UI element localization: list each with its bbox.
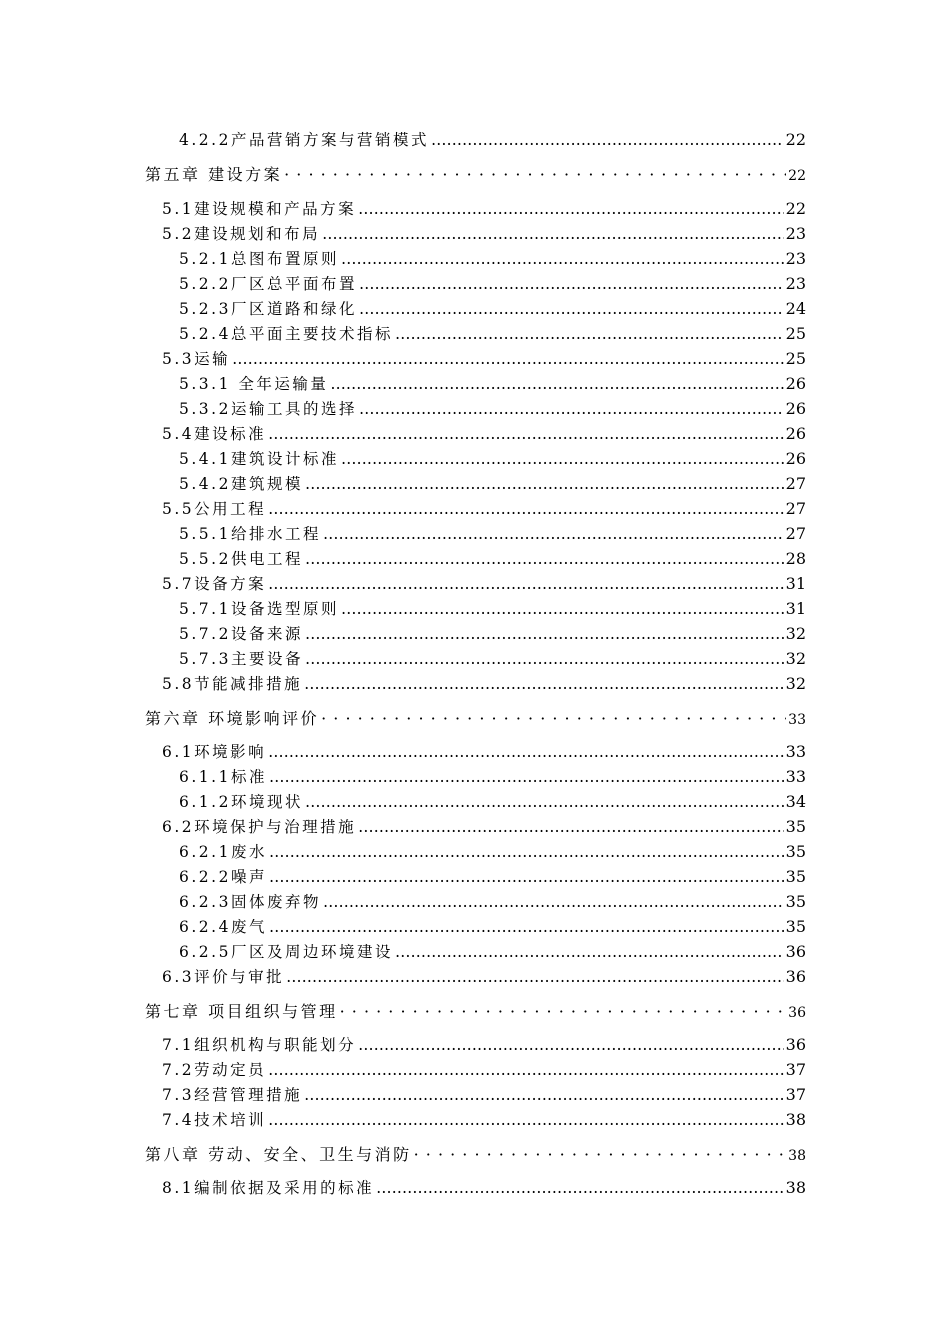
dot-leader	[269, 868, 784, 886]
toc-page-number: 37	[785, 1085, 806, 1104]
dot-leader	[323, 525, 784, 543]
toc-entry-title: 6.2.3固体废弃物	[179, 893, 321, 911]
toc-page-number: 24	[785, 299, 806, 318]
toc-entry-title: 第七章 项目组织与管理	[145, 1002, 338, 1021]
toc-entry[interactable]	[179, 547, 806, 569]
toc-entry[interactable]	[179, 622, 806, 644]
dot-leader	[359, 300, 784, 318]
toc-entry[interactable]	[179, 865, 806, 887]
toc-entry[interactable]	[162, 1083, 806, 1105]
toc-entry[interactable]	[179, 890, 806, 912]
dot-leader	[358, 200, 783, 218]
toc-entry-title: 5.2.4总平面主要技术指标	[179, 325, 393, 343]
toc-entry-title: 5.2建设规划和布局	[162, 225, 321, 243]
toc-entry-title: 7.2劳动定员	[162, 1061, 267, 1079]
dot-leader	[414, 1145, 787, 1164]
toc-entry-title: 4.2.2产品营销方案与营销模式	[179, 131, 429, 149]
toc-entry-title: 5.3.2运输工具的选择	[179, 400, 357, 418]
toc-page-number: 32	[785, 624, 806, 643]
dot-leader	[269, 768, 784, 786]
toc-entry-title: 7.3经营管理措施	[162, 1086, 303, 1104]
toc-entry-title: 5.4建设标准	[162, 425, 267, 443]
toc-page-number: 35	[785, 817, 806, 836]
toc-page-number: 32	[785, 674, 806, 693]
toc-page-number: 36	[785, 1035, 806, 1054]
toc-page-number: 38	[788, 1148, 806, 1164]
dot-leader	[341, 450, 784, 468]
toc-entry[interactable]	[179, 472, 806, 494]
toc-entry-title: 5.8节能减排措施	[162, 675, 303, 693]
toc-entry[interactable]	[162, 740, 806, 762]
dot-leader	[358, 1036, 783, 1054]
toc-entry-title: 第六章 环境影响评价	[145, 709, 320, 728]
toc-chapter-entry[interactable]	[145, 706, 806, 729]
toc-page-number: 28	[785, 549, 806, 568]
dot-leader	[269, 918, 784, 936]
toc-entry[interactable]	[162, 497, 806, 519]
dot-leader	[268, 575, 783, 593]
toc-page-number: 22	[788, 168, 806, 184]
toc-page-number: 35	[785, 892, 806, 911]
toc-entry[interactable]	[179, 297, 806, 319]
toc-entry[interactable]	[162, 1033, 806, 1055]
dot-leader	[305, 793, 784, 811]
toc-page-number: 32	[785, 649, 806, 668]
dot-leader	[304, 1086, 783, 1104]
toc-page-number: 38	[785, 1178, 806, 1197]
dot-leader	[341, 600, 784, 618]
dot-leader	[305, 650, 784, 668]
dot-leader	[395, 943, 784, 961]
toc-entry[interactable]	[162, 422, 806, 444]
toc-page-number: 35	[785, 917, 806, 936]
dot-leader	[376, 1179, 783, 1197]
toc-entry-title: 5.4.1建筑设计标准	[179, 450, 339, 468]
toc-page-number: 34	[785, 792, 806, 811]
toc-page-number: 23	[785, 249, 806, 268]
toc-entry[interactable]	[179, 322, 806, 344]
toc-entry-title: 8.1编制依据及采用的标准	[162, 1179, 375, 1197]
toc-entry-title: 5.3运输	[162, 350, 231, 368]
toc-page-number: 27	[785, 499, 806, 518]
toc-page-number: 33	[785, 742, 806, 761]
toc-page-number: 31	[785, 574, 806, 593]
toc-entry[interactable]	[179, 272, 806, 294]
toc-entry-title: 6.2.5厂区及周边环境建设	[179, 943, 393, 961]
toc-page-number: 35	[785, 867, 806, 886]
toc-entry-title: 6.2环境保护与治理措施	[162, 818, 357, 836]
toc-page-number: 26	[785, 374, 806, 393]
toc-page-number: 36	[785, 942, 806, 961]
dot-leader	[359, 400, 784, 418]
toc-page-number: 33	[785, 767, 806, 786]
toc-entry[interactable]	[162, 1108, 806, 1130]
dot-leader	[269, 843, 784, 861]
toc-entry-title: 6.3评价与审批	[162, 968, 285, 986]
dot-leader	[286, 968, 783, 986]
toc-entry[interactable]	[162, 815, 806, 837]
toc-entry[interactable]	[179, 790, 806, 812]
toc-entry[interactable]	[179, 397, 806, 419]
dot-leader	[232, 350, 783, 368]
toc-entry-title: 5.4.2建筑规模	[179, 475, 303, 493]
dot-leader	[321, 709, 786, 728]
dot-leader	[305, 625, 784, 643]
toc-entry[interactable]	[179, 915, 806, 937]
toc-page-number: 38	[785, 1110, 806, 1129]
toc-entry[interactable]	[162, 1058, 806, 1080]
dot-leader	[330, 375, 783, 393]
toc-entry[interactable]	[162, 347, 806, 369]
toc-entry[interactable]	[179, 522, 806, 544]
toc-entry[interactable]	[179, 372, 806, 394]
toc-entry-title: 5.7.2设备来源	[179, 625, 303, 643]
toc-entry-title: 6.1.1标准	[179, 768, 267, 786]
toc-entry[interactable]	[162, 1176, 806, 1198]
toc-entry[interactable]	[179, 647, 806, 669]
toc-page-number: 37	[785, 1060, 806, 1079]
toc-page-number: 36	[785, 967, 806, 986]
toc-entry[interactable]	[179, 940, 806, 962]
toc-chapter-entry[interactable]	[145, 999, 806, 1022]
toc-chapter-entry[interactable]	[145, 1142, 806, 1165]
dot-leader	[322, 225, 783, 243]
toc-page-number: 22	[785, 199, 806, 218]
toc-entry-title: 5.2.3厂区道路和绿化	[179, 300, 357, 318]
toc-entry-title: 5.7.3主要设备	[179, 650, 303, 668]
toc-entry[interactable]	[179, 765, 806, 787]
toc-page-number: 23	[785, 224, 806, 243]
toc-chapter-entry[interactable]	[145, 162, 806, 185]
toc-entry-title: 5.2.2厂区总平面布置	[179, 275, 357, 293]
toc-entry[interactable]	[162, 965, 806, 987]
toc-page-number: 26	[785, 424, 806, 443]
toc-entry-title: 5.2.1总图布置原则	[179, 250, 339, 268]
toc-page-number: 27	[785, 474, 806, 493]
toc-page-number: 36	[788, 1005, 806, 1021]
toc-entry-title: 5.5.2供电工程	[179, 550, 303, 568]
dot-leader	[340, 1002, 787, 1021]
toc-entry-title: 5.5.1给排水工程	[179, 525, 321, 543]
toc-entry-title: 7.1组织机构与职能划分	[162, 1036, 357, 1054]
toc-entry-title: 6.2.1废水	[179, 843, 267, 861]
toc-page-number: 27	[785, 524, 806, 543]
toc-page-number: 31	[785, 599, 806, 618]
dot-leader	[304, 675, 783, 693]
toc-page-number: 26	[785, 449, 806, 468]
dot-leader	[323, 893, 784, 911]
toc-page-number: 25	[785, 349, 806, 368]
dot-leader	[358, 818, 783, 836]
dot-leader	[305, 475, 784, 493]
toc-entry-title: 第八章 劳动、安全、卫生与消防	[145, 1145, 412, 1164]
toc-page-number: 35	[785, 842, 806, 861]
toc-entry[interactable]	[179, 247, 806, 269]
toc-entry[interactable]	[162, 672, 806, 694]
dot-leader	[268, 1061, 783, 1079]
toc-entry-title: 6.2.2噪声	[179, 868, 267, 886]
toc-entry-title: 7.4技术培训	[162, 1111, 267, 1129]
toc-entry-title: 6.2.4废气	[179, 918, 267, 936]
dot-leader	[395, 325, 784, 343]
dot-leader	[305, 550, 784, 568]
dot-leader	[268, 1111, 783, 1129]
toc-entry-title: 5.7设备方案	[162, 575, 267, 593]
toc-entry[interactable]	[179, 840, 806, 862]
toc-entry[interactable]	[162, 572, 806, 594]
dot-leader	[268, 500, 783, 518]
toc-entry[interactable]	[179, 128, 806, 150]
toc-page-number: 23	[785, 274, 806, 293]
dot-leader	[359, 275, 784, 293]
toc-entry[interactable]	[179, 597, 806, 619]
dot-leader	[284, 165, 786, 184]
toc-page-number: 26	[785, 399, 806, 418]
toc-entry-title: 6.1.2环境现状	[179, 793, 303, 811]
toc-entry[interactable]	[162, 197, 806, 219]
dot-leader	[268, 425, 783, 443]
toc-entry-title: 5.1建设规模和产品方案	[162, 200, 357, 218]
toc-page-number: 33	[788, 712, 806, 728]
toc-page-number: 25	[785, 324, 806, 343]
toc-entry-title: 5.5公用工程	[162, 500, 267, 518]
dot-leader	[431, 131, 784, 149]
dot-leader	[341, 250, 784, 268]
toc-entry-title: 5.7.1设备选型原则	[179, 600, 339, 618]
toc-entry-title: 6.1环境影响	[162, 743, 267, 761]
toc-entry[interactable]	[162, 222, 806, 244]
toc-entry-title: 第五章 建设方案	[145, 165, 283, 184]
toc-entry[interactable]	[179, 447, 806, 469]
toc-entry-title: 5.3.1 全年运输量	[179, 375, 329, 393]
dot-leader	[268, 743, 783, 761]
toc-page-number: 22	[785, 130, 806, 149]
